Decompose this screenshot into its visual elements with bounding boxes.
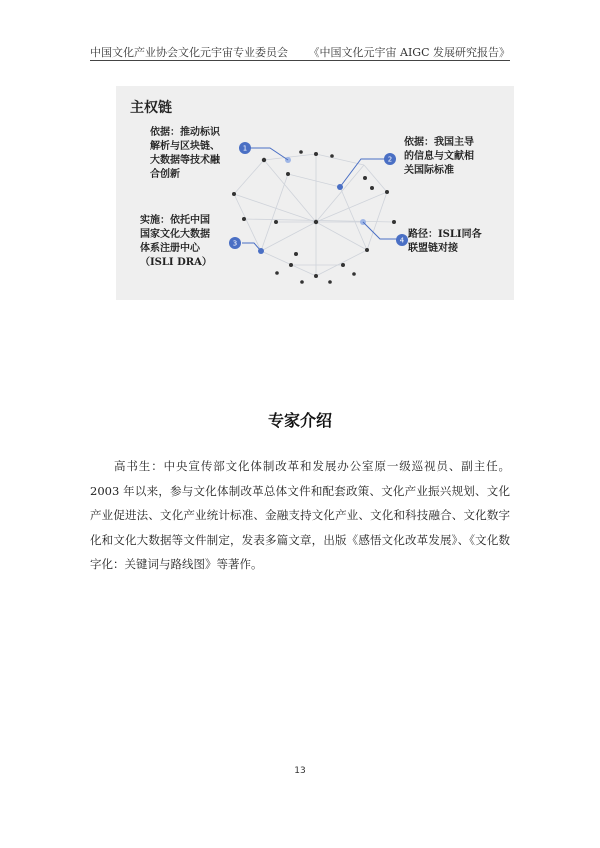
network-lines (234, 154, 394, 276)
accent-nodes (258, 184, 343, 254)
section-title: 专家介绍 (267, 411, 332, 430)
header-report-title: 《中国文化元宇宙 AIGC 发展研究报告》 (308, 46, 510, 59)
header-rule (90, 60, 510, 61)
figure-title: 主权链 (130, 100, 172, 116)
callout-2-text: 依据：我国主导 的信息与文献相 关国际标准 (404, 137, 474, 176)
page-header (90, 41, 510, 61)
header-organization: 中国文化产业协会文化元宇宙专业委员会 (90, 46, 288, 59)
callout-1-text: 依据：推动标识 解析与区块链、 大数据等技术融 合创新 (150, 127, 220, 180)
page-number: 13 (294, 766, 306, 776)
callout-markers (229, 142, 408, 249)
callout-4-number: 4 (399, 236, 405, 245)
expert-bio-paragraph: 高书生：中央宣传部文化体制改革和发展办公室原一级巡视员、副主任。2003 年以来，参与文化体制改革总体文件和配套政策、文化产业振兴规划、文化产业促进法、文化产业统计标准、金融支持文化产业、文化和科技融合、文化数字化和文化大数据等文件制定，发表多篇文章，出版《感悟文化改革发展》、《文化数字化：关键词与路线图》等著作。 (90, 459, 510, 571)
callout-1-number: 1 (242, 144, 248, 153)
callout-2-number: 2 (387, 155, 393, 164)
callout-leaders (242, 148, 398, 251)
highlight-nodes (285, 157, 366, 225)
callout-3-number: 3 (232, 239, 238, 248)
network-nodes (232, 150, 396, 284)
callout-4-text: 路径：ISLI同各 联盟链对接 (408, 229, 482, 254)
sovereign-chain-figure (116, 86, 514, 300)
callout-3-text: 实施：依托中国 国家文化大数据 体系注册中心 （ISLI DRA） (140, 215, 212, 268)
